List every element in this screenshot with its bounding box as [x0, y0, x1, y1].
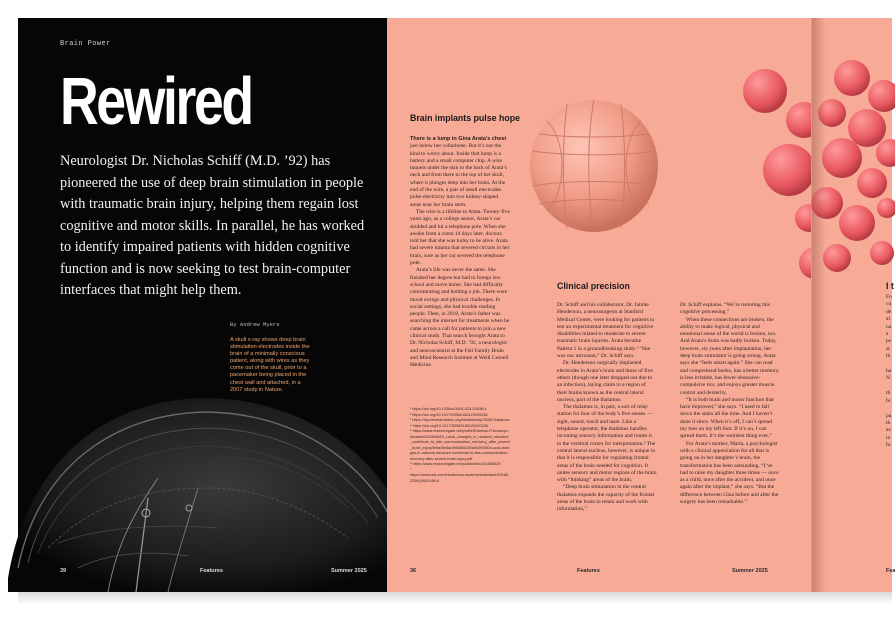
heading-clinical-precision: Clinical precision	[557, 281, 630, 291]
image-caption: A skull x-ray shows deep brain stimulation electrodes inside the brain of a minimally conscious patient, along with wires as they come out of the skull, prior to a pacemaker being placed in the chest wall and attached, in a 2007 study in Nature.	[230, 337, 310, 393]
edge-fragment: pa	[886, 412, 892, 419]
edge-fragment: th	[886, 390, 891, 397]
column-1-paragraph: Arata’s life was never the same. She finished her degree but had to forego law school and move home. She had difficulty concentrating and holding a job. There were mood swings and physical challenges. In social settings, she had trouble reading people. Then, in 2018, Arata’s father was searching the internet for treatments when he came across a call for patients to join a new clinical study. That search brought Arata to Dr. Nicholas Schiff, M.D. ’92, a neurologist and neuroscientist at the Feil Family Brain and Mind Research Institute at Weill Cornell Medicine.	[410, 267, 510, 369]
edge-fragment: th	[886, 353, 891, 360]
column-1-text: just below her collarbone. But it’s not the kind to worry about. Inside that lump is a battery and a small computer chip. A wire tunnels under the skin to the back of Arata’s neck and from there to the top of her skull, where it plunges deep into her brain. At the end of the wire, a pair of small electrodes pulse electricity into two kidney-shaped areas near her brain stem.	[410, 143, 507, 208]
page-number: 36	[410, 568, 417, 574]
page-fold-shadow	[812, 18, 826, 592]
next-page-edge	[811, 18, 895, 592]
column-2-paragraph: Dr. Henderson surgically implanted electrodes in Arata’s brain and those of five others (though one later dropped out due to an infection), laying claim to a region of their brains known as the central lateral nucleus, part of the thalamus.	[557, 360, 653, 403]
edge-text	[886, 294, 892, 450]
lead-in: There is a lump in Gina Arata’s chest	[410, 136, 507, 142]
edge-fragment: a	[886, 331, 889, 338]
page-shadow	[18, 591, 892, 605]
footer-section: Features	[577, 568, 600, 574]
column-1	[410, 136, 510, 370]
edge-fragment: ps	[886, 338, 891, 345]
edge-fragment: cu	[886, 301, 892, 308]
edge-fragment	[886, 405, 892, 412]
column-2-paragraph: The thalamus is, in part, a sort of relay station for four of the body’s five senses — sight, sound, touch and taste. Like a telephone operator, the thalamus handles incoming sensory information and routes it to the cerebral cortex for interpretation.³ The central lateral nucleus, however, is unique in that it is responsible for regulating frontal areas of the brain needed for cognition. It unites sensory and motor regions of the brain with “thinking” areas of the brain.	[557, 404, 657, 484]
edge-fragment: th	[886, 419, 891, 426]
edge-fragment: de	[886, 308, 892, 315]
skull-xray-image	[18, 338, 387, 592]
footnote: ² https://doi.org/10.1017/S0962180120000236	[410, 412, 488, 417]
edge-fragment: st	[886, 345, 890, 352]
edge-fragment: bi	[886, 397, 891, 404]
footer-section: Features	[200, 568, 223, 574]
column-3	[680, 302, 780, 506]
article-dek: Neurologist Dr. Nicholas Schiff (M.D. ’92) has pioneered the use of deep brain stimulation in people with traumatic brain injury, helping them regain lost cognitive and motor skills. In parallel, he has worked to identify impaired patients with hidden cognitive function and is now seeking to test brain-computer interfaces that might help them.	[60, 153, 365, 298]
edge-heading: I t	[886, 281, 894, 291]
footer-issue: Summer 2025	[732, 568, 768, 574]
edge-fragment: as	[886, 427, 891, 434]
edge-fragment: na	[886, 323, 892, 330]
column-3-paragraph: For Arata’s mother, Marla, a psychologist with a clinical appreciation for all that is going on in her daughter’s brain, the transformation has been astounding. “I’ve had to raise my daughter three times — once as a child, once after the accident, and once again after the implant,” she says. “But the difference between Gina before and after the surgery has been remarkable.”	[680, 440, 779, 506]
footnote: ⁴ https://doi.org/10.1017/S0962180120000236	[410, 423, 488, 428]
edge-footer: Fea	[886, 568, 895, 574]
footer-issue: Summer 2025	[331, 568, 367, 574]
edge-fragment: al	[886, 316, 890, 323]
page-number: 39	[60, 568, 67, 574]
footnote: ⁶ https://www.researchgate.net/publication/311506629	[410, 462, 501, 466]
edge-fragment: fu	[886, 442, 891, 449]
section-kicker: Brain Power	[60, 40, 111, 48]
edge-fragment	[886, 361, 892, 368]
edge-fragment: N	[886, 375, 890, 382]
column-1-paragraph: The wire is a lifeline to Arata. Twenty-five years ago, as a college senior, Arata’s car skidded and hit a telephone pole. When she awoke from a coma 14 days later, doctors told her that she was lucky to be alive. Arata had severe trauma that severed circuits in her brain, sure as her car severed the telephone pole.	[410, 208, 510, 267]
column-3-paragraph: Dr. Schiff explains. “We’re restoring this cognitive processing.”	[680, 302, 771, 316]
column-3-paragraph: When these connections are broken, the ability to make logical, physical and emotional sense of the world is broken, too. And Arata’s brain was badly broken. Today, however, six years after implantation, her deep brain stimulator is going strong. Arata says she “feels smart again.” She can read and comprehend books, has a better memory, is less irritable, has fewer obsessive-compulsive tics, and enjoys greater muscle control and dexterity.	[680, 316, 780, 396]
column-3-paragraph: “It is both brain and motor function that have improved,” she says. “I used to fall down the stairs all the time. And I haven’t done it since. When it’s off, I can’t spread my toes on my left foot. If it’s on, I can spread them. It’s the weirdest thing ever.”	[680, 396, 774, 440]
brain-sphere-illustration	[527, 96, 662, 236]
column-2	[557, 302, 657, 514]
byline: By Andrew Myers	[230, 321, 280, 328]
footnote: ⁷ https://www.cell.com/trends/neurosciences/abstract/S0166-2236(09)00186-6	[410, 467, 510, 483]
footnote: ³ https://my.clevelandclinic.org/health/body/23962-thalamus	[410, 418, 510, 422]
footnote: ¹ https://doi.org/10.1038/s41591-023-02638-4	[410, 407, 487, 411]
edge-fragment: Fo	[886, 294, 892, 300]
left-page	[18, 18, 387, 592]
article-title: Rewired	[60, 64, 252, 139]
edge-fragment	[886, 383, 892, 390]
right-page	[387, 18, 811, 592]
edge-fragment: in	[886, 434, 891, 441]
footnotes	[410, 407, 510, 484]
edge-fragment: ha	[886, 368, 892, 375]
heading-brain-implants: Brain implants pulse hope	[410, 113, 520, 123]
column-2-paragraph: Dr. Schiff and his collaborator, Dr. Jaimie Henderson, a neurosurgeon at Stanford Medical Center, were looking for patients to test an experimental treatment for cognitive disabilities related to moderate to severe traumatic brain injuries. Arata became Patient 1 in a groundbreaking study.¹ “She was our astronaut,” Dr. Schiff says.	[557, 302, 655, 360]
floating-spheres	[717, 58, 811, 298]
column-2-paragraph: “Deep brain stimulation in the central thalamus expands the capacity of the frontal areas of the brain to retain and work with information,”	[557, 484, 655, 513]
footnote: ⁵ https://www.researchgate.net/profile/Esteban-Fridman/publication/311506629_Local_changes_in_network_structure_contribute_to_late_communication_recovery_after_severe_brain_injury/links/5e8ac0fd4585150a0b2f9350/Local-changes-in-network-structure-contribute-to-late-communication-recovery-after-severe-brain-injury.pdf	[410, 429, 510, 461]
